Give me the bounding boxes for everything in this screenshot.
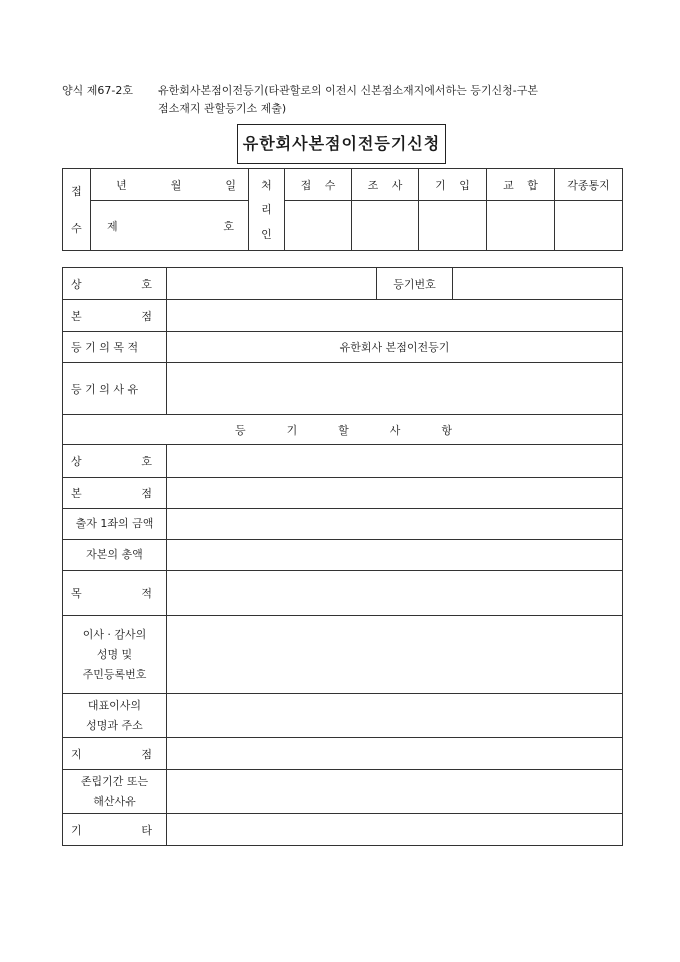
- head-office-field[interactable]: [167, 300, 623, 332]
- item-label-text: 성명 및: [96, 647, 133, 661]
- review-cell[interactable]: [352, 201, 419, 251]
- item-field[interactable]: [167, 540, 623, 571]
- item-field[interactable]: [167, 616, 623, 694]
- receipt-cell[interactable]: [285, 201, 352, 251]
- no-suffix: 호: [223, 219, 234, 233]
- item-label-text: 지: [71, 747, 82, 761]
- item-label: [63, 445, 167, 478]
- col-check: 교 합: [487, 169, 555, 201]
- col-receipt: 접 수: [285, 169, 352, 201]
- item-label-text: 호: [141, 455, 152, 468]
- item-row: [63, 770, 623, 814]
- item-row: [63, 509, 623, 540]
- item-label: [63, 694, 167, 738]
- entry-cell[interactable]: [419, 201, 487, 251]
- form-number: 양식 제67-2호: [62, 84, 133, 97]
- receipt-table: [62, 168, 623, 251]
- form-description: [158, 82, 538, 118]
- item-label-text: 존립기간 또는: [80, 774, 149, 788]
- trade-name-field[interactable]: [167, 268, 377, 300]
- col-entry: 기 입: [419, 169, 487, 201]
- col-review: 조 사: [352, 169, 419, 201]
- item-label-text: 본: [71, 487, 82, 500]
- form-description-line: 유한회사본점이전등기(타관할로의 이전시 신본점소재지에서하는 등기신청-구본: [158, 84, 539, 97]
- item-label-text: 적: [141, 587, 152, 600]
- item-row: [63, 738, 623, 770]
- item-label-text: 목: [71, 587, 82, 600]
- item-label: [63, 770, 167, 814]
- col-notice: 각종통지: [555, 169, 623, 201]
- item-row: [63, 616, 623, 694]
- item-label-text: 대표이사의: [87, 698, 142, 712]
- head-office-label: 본 점: [63, 300, 167, 332]
- item-label-text: 기: [71, 823, 82, 837]
- item-row: [63, 814, 623, 846]
- purpose-value: 유한회사 본점이전등기: [167, 332, 623, 363]
- item-label-text: 자본의 총액: [86, 548, 143, 561]
- purpose-label: 등 기 의 목 적: [63, 332, 167, 363]
- item-row: [63, 540, 623, 571]
- item-label-text: 이사 · 감사의: [82, 627, 147, 641]
- item-field[interactable]: [167, 770, 623, 814]
- item-label: [63, 540, 167, 571]
- no-prefix: 제: [107, 219, 118, 233]
- year-label: 년: [116, 178, 127, 192]
- item-label-text: 상: [71, 455, 82, 468]
- item-label-text: 타: [141, 823, 152, 837]
- item-row: [63, 571, 623, 616]
- notice-cell[interactable]: [555, 201, 623, 251]
- item-row: [63, 445, 623, 478]
- main-table: [62, 267, 623, 846]
- receipt-date-field[interactable]: [91, 169, 249, 201]
- item-label-text: 해산사유: [93, 794, 136, 808]
- item-label-text: 성명과 주소: [86, 718, 143, 732]
- item-label: [63, 738, 167, 770]
- reason-field[interactable]: [167, 363, 623, 415]
- item-row: [63, 478, 623, 509]
- item-label: [63, 814, 167, 846]
- receipt-side-label: 접 수: [63, 169, 91, 251]
- item-field[interactable]: [167, 478, 623, 509]
- form-description-line: 점소재지 관할등기소 제출): [158, 102, 287, 115]
- item-field[interactable]: [167, 738, 623, 770]
- processor-label: 처 리 인: [249, 169, 285, 251]
- item-field[interactable]: [167, 571, 623, 616]
- receipt-number-field[interactable]: [91, 201, 249, 251]
- item-label: [63, 509, 167, 540]
- trade-name-label: 상 호: [63, 268, 167, 300]
- item-label-text: 주민등록번호: [82, 667, 147, 681]
- item-field[interactable]: [167, 445, 623, 478]
- item-field[interactable]: [167, 814, 623, 846]
- page-title: 유한회사본점이전등기신청: [237, 124, 446, 164]
- reason-label: 등 기 의 사 유: [63, 363, 167, 415]
- item-field[interactable]: [167, 694, 623, 738]
- item-label: [63, 616, 167, 694]
- item-label-text: 점: [141, 747, 152, 761]
- reg-no-label: 등기번호: [377, 268, 453, 300]
- item-field[interactable]: [167, 509, 623, 540]
- item-label: [63, 571, 167, 616]
- month-label: 월: [170, 178, 182, 192]
- reg-no-field[interactable]: [453, 268, 623, 300]
- item-row: [63, 694, 623, 738]
- item-label-text: 점: [141, 487, 152, 500]
- item-label-text: 출자 1좌의 금액: [75, 517, 154, 530]
- section-header: 등 기 할 사 항: [63, 415, 623, 445]
- day-label: 일: [225, 178, 236, 192]
- item-label: [63, 478, 167, 509]
- check-cell[interactable]: [487, 201, 555, 251]
